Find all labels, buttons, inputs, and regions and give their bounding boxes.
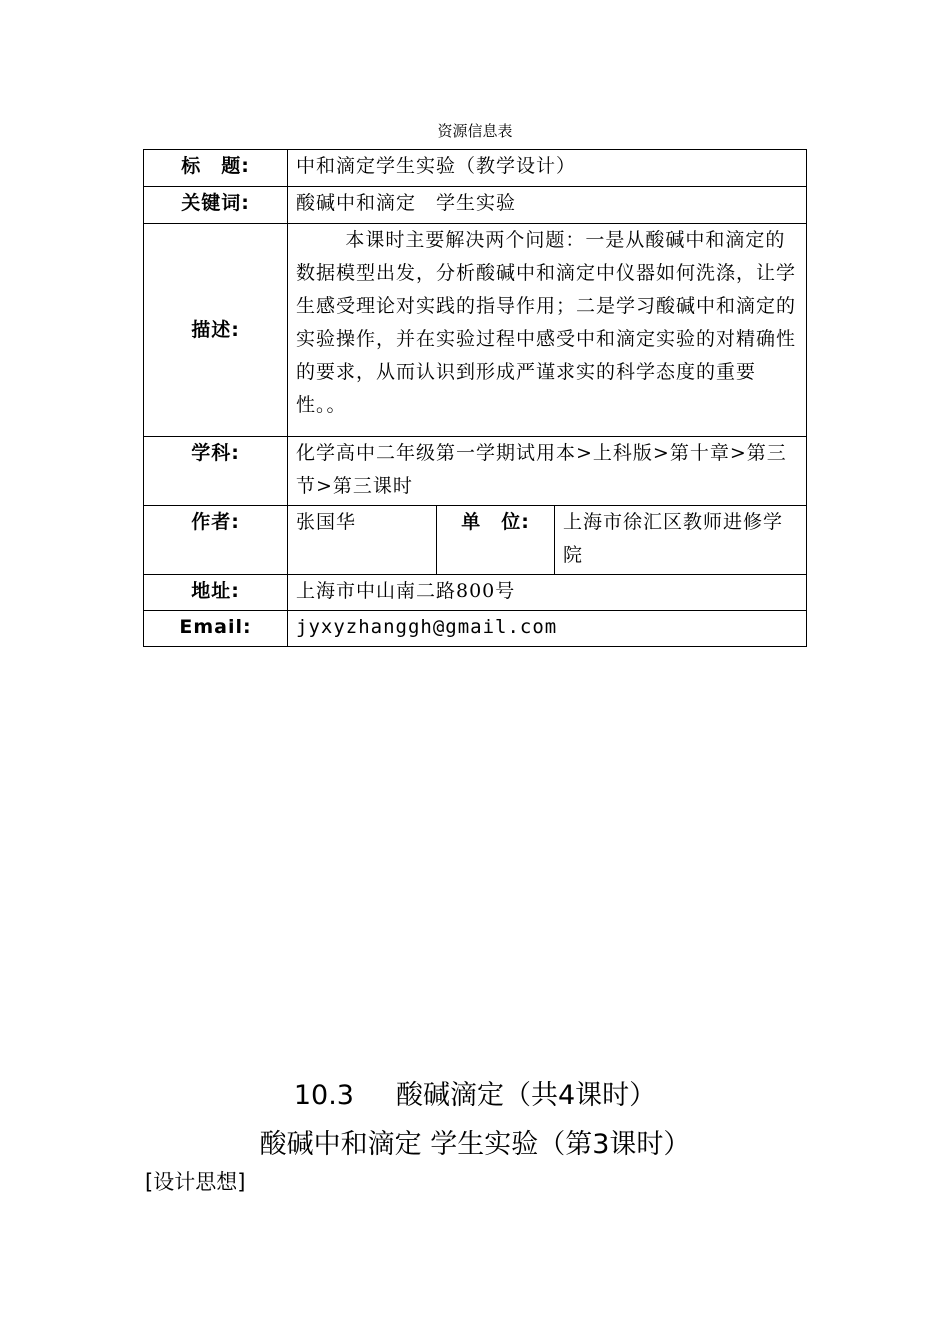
description-row	[144, 224, 807, 437]
title-row	[144, 150, 807, 187]
email-value: jyxyzhanggh@gmail.com	[288, 611, 807, 647]
subject-value: 化学高中二年级第一学期试用本>上科版>第十章>第三节>第三课时	[288, 437, 807, 506]
table-caption: 资源信息表	[437, 122, 513, 140]
author-value: 张国华	[288, 506, 437, 575]
subject-row	[144, 437, 807, 506]
unit-value: 上海市徐汇区教师进修学院	[555, 506, 807, 575]
author-row	[144, 506, 807, 575]
address-row	[144, 575, 807, 611]
description-label: 描述:	[144, 224, 288, 437]
chapter-number: 10.3	[293, 1080, 354, 1111]
title-value: 中和滴定学生实验（教学设计）	[288, 150, 807, 187]
title-label: 标 题:	[144, 150, 288, 187]
subject-label: 学科:	[144, 437, 288, 506]
resource-info-table	[143, 149, 807, 647]
author-label: 作者:	[144, 506, 288, 575]
email-row	[144, 611, 807, 647]
address-label: 地址:	[144, 575, 288, 611]
keywords-row	[144, 187, 807, 224]
description-value: 本课时主要解决两个问题：一是从酸碱中和滴定的数据模型出发，分析酸碱中和滴定中仪器如何洗涤，让学生感受理论对实践的指导作用；二是学习酸碱中和滴定的实验操作，并在实验过程中感受中和滴定实验的对精确性的要求，从而认识到形成严谨求实的科学态度的重要性。。	[288, 224, 807, 437]
keywords-label: 关键词:	[144, 187, 288, 224]
chapter-title: 酸碱滴定（共4课时）	[395, 1080, 657, 1111]
section-title: [设计思想]	[145, 1170, 246, 1194]
address-value: 上海市中山南二路800号	[288, 575, 807, 611]
lesson-heading: 酸碱中和滴定 学生实验（第3课时）	[259, 1129, 691, 1160]
unit-label: 单 位:	[437, 506, 555, 575]
chapter-heading	[0, 1077, 950, 1115]
keywords-value: 酸碱中和滴定 学生实验	[288, 187, 807, 224]
email-label: Email:	[144, 611, 288, 647]
